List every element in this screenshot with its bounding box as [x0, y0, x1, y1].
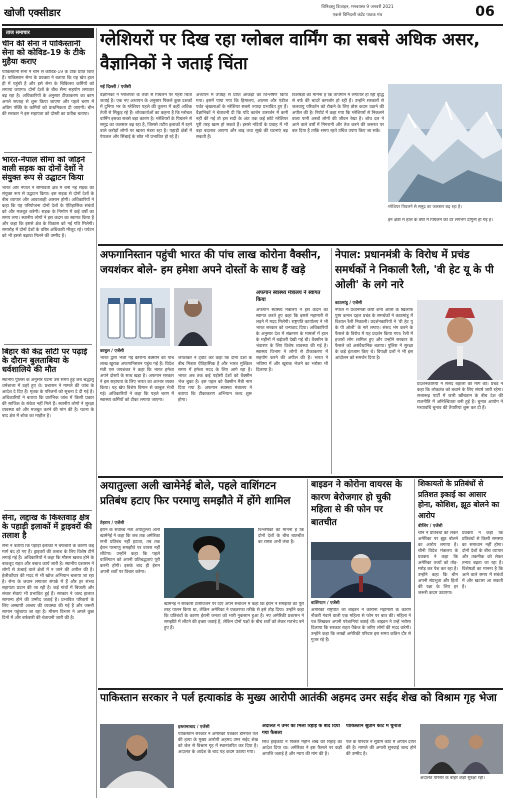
sidebar-divider-1 — [4, 152, 92, 153]
sidebar-story-1-headline: चीन की सेना ने पाकिस्तानी सेना को कोविड-19 के टीके मुहैया कराए — [2, 40, 86, 66]
iran-headline: अयातुल्ला अली खामेनेई बोले, पहले वाशिंगटन प्रतिबंध हटाए फिर परमाणु समझौते में होंगे शामिल — [100, 480, 291, 507]
lead-body-col-3: विशेषज्ञों का मानना है कि तापमान में लगातार हो रही वृद्धि से बर्फ की चादरें कमजोर हो रही हैं। उन्होंने सरकारों से जलवायु परिवर्तन को रोकने के लिए ठोस कदम उठाने की अपील की है। रिपोर्ट में कहा गया कि ग्लेशियरों से निकलने वाला पानी अरबों लोगों की जीवन रेखा है। शोध दल ने आने वाले वर्षों में निगरानी और तेज करने की जरूरत पर बल दिया है ताकि समय रहते उचित उपाय किए जा सकें। — [292, 93, 384, 134]
sidebar-story-2 — [2, 156, 94, 342]
sidebar-section-label — [2, 28, 94, 38]
sidebar-story-1 — [2, 40, 94, 150]
sidebar-story-4 — [2, 514, 94, 800]
lead-body-col-2: अध्ययन में उपग्रह से प्राप्त आंकड़ों का विश्लेषण किया गया। इसमें पाया गया कि हिमालय, आल्प्स और एंडीज पर्वत श्रृंखलाओं के ग्लेशियर सबसे ज्यादा प्रभावित हुए हैं। वैज्ञानिकों ने चेतावनी दी कि यदि कार्बन उत्सर्जन में कमी नहीं की गई तो इस सदी के अंत तक कई छोटे ग्लेशियर पूरी तरह खत्म हो सकते हैं। इससे नदियों के प्रवाह में भी बड़ा बदलाव आएगा और बाढ़ तथा सूखे की घटनाएं बढ़ सकती हैं। — [196, 93, 288, 140]
pak-subhead-1: अदालत ने उमर को मिली रिहाई के बाद दिया गया फैसला — [262, 724, 340, 736]
person-portrait — [311, 542, 411, 598]
person-portrait — [164, 528, 254, 598]
mid-rule-1 — [98, 476, 503, 478]
iran-body-col-2: खामेनेई ने सरकारी टेलीविजन पर दिए अपने संबोधन में कहा कि ईरान ने समझौते का पूरी तरह पालन किया था, लेकिन अमेरिका ने एकतरफा तरीके से इसे तोड़ दिया। उन्होंने कहा कि प्रतिबंधों के कारण ईरानी जनता को भारी नुकसान हुआ है। नए अमेरिकी प्रशासन ने समझौते में लौटने की इच्छा जताई है, लेकिन दोनों पक्षों के बीच शर्तों को लेकर मतभेद बने हुए हैं। — [164, 602, 304, 631]
pak-body-col-4: अदालत परिसर के बाहर कड़ी सुरक्षा रही। — [420, 776, 485, 781]
iran-body-col-1: ईरान के सर्वोच्च नेता अयातुल्ला अली खामेनेई ने कहा कि जब तक अमेरिका सभी प्रतिबंध नहीं हटाता, तब तक ईरान परमाणु समझौते पर वापस नहीं लौटेगा। उन्होंने कहा कि पहले वाशिंगटन को अपनी प्रतिबद्धताएं पूरी करनी होंगी। इसके बाद ही ईरान अपनी शर्तों पर विचार करेगा। — [100, 528, 160, 575]
nepal-byline: काठमांडू / एजेंसी — [335, 301, 363, 306]
afghan-photo-jaishankar — [174, 288, 212, 346]
nepal-headline: नेपाल: प्रधानमंत्री के विरोध में प्रचंड समर्थकों ने निकाली रैली, 'वी हेट यू के पी ओली' के लगे नारे — [335, 249, 494, 291]
lead-body-col-1: वैज्ञानिकों ने ग्लेशियरों के तेजी से पिघलने पर गहरी चिंता जताई है। एक नए अध्ययन के अनुसार पिछले कुछ दशकों में दुनिया भर के ग्लेशियर पहले की तुलना में कहीं अधिक तेजी से सिकुड़ रहे हैं। शोधकर्ताओं का कहना है कि ग्लोबल वार्मिंग इसका सबसे बड़ा कारण है। ग्लेशियरों के पिघलने से समुद्र का जलस्तर बढ़ रहा है, जिससे तटीय इलाकों में रहने वाले करोड़ों लोगों पर खतरा मंडरा रहा है। पहाड़ी क्षेत्रों में पेयजल और सिंचाई के स्रोत भी प्रभावित हो रहे हैं। — [100, 93, 192, 140]
pak-photo-court — [420, 724, 503, 774]
person-portrait — [174, 288, 212, 346]
mid-rule-2 — [98, 688, 503, 690]
person-portrait — [417, 300, 503, 380]
sidebar-story-4-body: सेना ने बताया कि पहाड़ी इलाकों में बर्फबारी के कारण कई मार्ग बंद हो गए हैं। ड्राइवरों की तलाश के लिए विशेष टीमें लगाई गई हैं। अधिकारियों ने कहा कि मौसम खराब होने के बावजूद राहत और बचाव कार्य जारी है। स्थानीय प्रशासन ने लोगों से ऊंचाई वाले क्षेत्रों में न जाने की अपील की है। हेलीकॉप्टर की मदद से भी खोज अभियान चलाया जा रहा है। सेना के जवान लगातार संपर्क में हैं और हर संभव सहायता प्रदान की जा रही है। कई गांवों में बिजली और संचार सेवाएं भी प्रभावित हुई हैं। सरकार ने जल्द हालात सामान्य होने की उम्मीद जताई है। प्रभावित परिवारों के लिए अस्थायी आश्रय की व्यवस्था की गई है और जरूरी सामान पहुंचाया जा रहा है। मौसम विभाग ने अगले कुछ दिनों में और बर्फबारी की चेतावनी जारी की है। — [2, 543, 94, 621]
sidebar-story-3-headline: बिहार की केंद्र सोटी पर पढ़ाई के दौरान बुलताबिया के धर्वशालिये की मौत — [2, 348, 88, 374]
afghan-byline: काबुल / एजेंसी — [100, 349, 124, 354]
lead-photo-caption: ग्लेशियर पिघलने से समुद्र का जलस्तर बढ़ रहा है। — [388, 204, 462, 209]
biden-china-divider — [414, 479, 415, 687]
pak-subhead-2: पाकिस्तान सुप्रीम कोर्ट में चुनौती — [346, 724, 402, 729]
china-body-col-2: प्रवक्ता ने कहा कि प्रतिबंधों से किसी समस्या का समाधान नहीं होगा। दोनों देशों के बीच व्यापार और तकनीक को लेकर तनाव बढ़ता जा रहा है। विशेषज्ञों का मानना है कि आने वाले समय में संबंधों में और खटास आ सकती है। — [462, 531, 503, 590]
biden-headline: बाइडन ने कोरोना वायरस के कारण बेरोजगार हो चुकी महिला से की फोन पर बातचीत — [311, 480, 403, 528]
issue-line: विनिदस्तु डिजाइन, मनवयस्त 9 जनवरी 2021 — [321, 5, 394, 10]
afghan-photo-vaccine — [100, 288, 170, 346]
people-photo — [420, 724, 503, 774]
lead-bottom-rule — [98, 244, 503, 246]
pak-photo-sheikh — [100, 724, 174, 788]
china-body-col-1: चीन ने प्रतिबंधों को लेकर अमेरिका पर झूठ बोलने का आरोप लगाया है। चीनी विदेश मंत्रालय के प्रवक्ता ने कहा कि अमेरिका तथ्यों को तोड़-मरोड़ कर पेश कर रहा है। उन्होंने कहा कि चीन अपनी संप्रभुता और हितों की रक्षा के लिए हर जरूरी कदम उठाएगा। — [418, 531, 458, 596]
afghan-body-col-1: भारत द्वारा भेजी गई कोरोना वैक्सीन की पांच लाख खुराक अफगानिस्तान पहुंच गई है। विदेश मंत्री एस जयशंकर ने कहा कि भारत हमेशा अपने दोस्तों के साथ खड़ा है। अफगान सरकार ने इस सहायता के लिए भारत का आभार व्यक्त किया। यह खेप विशेष विमान से काबुल भेजी गई। अधिकारियों ने कहा कि पहले चरण में स्वास्थ्य कर्मियों को टीका लगाया जाएगा। — [100, 356, 174, 403]
pak-body-col-2: सिंध हाईकोर्ट ने पिछले महीने शेख की रिहाई का आदेश दिया था। अमेरिका ने इस फैसले पर कड़ी आपत्ति जताई है और न्याय की मांग की है। — [262, 740, 342, 757]
sidebar-story-1-body: पाकिस्तानी सेना ने चीन से कोविड-19 के टीके प्राप्त किए हैं। पाकिस्तान सेना के प्रवक्ता ने बताया कि यह खेप हाल ही में पहुंची है और इसे सेना के चिकित्सा कर्मियों को लगाया जाएगा। दोनों देशों के बीच सैन्य सहयोग लगातार बढ़ रहा है। अधिकारियों के अनुसार टीकाकरण का काम अगले सप्ताह से शुरू किया जाएगा और पहले चरण में अग्रिम पंक्ति के कर्मियों को प्राथमिकता दी जाएगी। चीन की सरकार ने इस सहायता को दोस्ती का प्रतीक बताया। — [2, 69, 94, 117]
afghan-subhead: अफगान स्वास्थ्य मंत्रालय ने स्वागत किया — [256, 290, 321, 303]
sidebar-column-rule — [96, 28, 97, 798]
sidebar-divider-2 — [4, 344, 92, 345]
biden-body: अमेरिकी राष्ट्रपति जो बाइडन ने कोरोना महामारी के कारण नौकरी गंवाने वाली एक महिला से फोन पर बात की। महिला ने पत्र लिखकर अपनी परेशानियां बताई थीं। बाइडन ने उन्हें भरोसा दिलाया कि सरकार राहत पैकेज के जरिए लोगों की मदद करेगी। उन्होंने कहा कि लाखों अमेरिकी परिवार इस समय कठिन दौर से गुजर रहे हैं। — [311, 608, 411, 643]
nepal-body-col-2: प्रदर्शनकारियों ने संसद बहाली की मांग की। प्रचंड ने कहा कि लोकतंत्र को बचाने के लिए संघर्ष जारी रहेगा। सत्तारूढ़ पार्टी में जारी खींचतान के बीच देश की राजनीति में अनिश्चितता बनी हुई है। चुनाव आयोग ने मध्यावधि चुनाव की तैयारियां शुरू कर दी हैं। — [417, 382, 503, 411]
sidebar-story-4-headline: सेना, लद्दाख के किश्तवाड़ क्षेत्र के पहाड़ी इलाकों में ड्राइवरों की तलाश है — [2, 514, 92, 540]
masthead-rule — [2, 24, 503, 26]
sidebar-divider-3 — [4, 510, 92, 511]
china-headline: शिकायतो के प्रतिबंधों से प्रतिशत इकाई का आसार होना, कोशिश, झूठ बोलने का आरोप — [418, 479, 500, 520]
afghan-headline: अफगानिस्तान पहुंची भारत की पांच लाख कोरोना वैक्सीन, जयशंकर बोले- हम हमेशा अपने दोस्तों के साथ हैं खड़े — [100, 249, 321, 276]
biden-photo — [311, 542, 411, 598]
lead-byline: नई दिल्ली / एजेंसी — [100, 85, 131, 90]
masthead-title: खोजी एक्सीडार — [4, 8, 61, 19]
lead-headline: ग्लेशियरों पर दिख रहा ग्लोबल वार्मिंग का सबसे अधिक असर, वैज्ञानिकों ने जताई चिंता — [100, 30, 480, 74]
vaccine-vials-illustration — [100, 288, 170, 346]
masthead — [0, 0, 505, 24]
pak-body-col-1: पाकिस्तान सरकार ने अमेरिकी पत्रकार डेनियल पर्ल की हत्या के मुख्य आरोपी अहमद उमर सईद शेख को जेल से विश्राम गृह में स्थानांतरित कर दिया है। अदालत के आदेश के बाद यह कदम उठाया गया। — [178, 732, 258, 755]
sidebar-section-label-text: ताज समाचार — [6, 30, 30, 36]
iran-biden-divider — [307, 479, 308, 687]
lead-photo-glacier — [388, 84, 502, 202]
afghan-body-col-2: जयशंकर ने ट्वीट कर कहा कि दोनों देशों के बीच मित्रता ऐतिहासिक है और भारत मुश्किल समय में हमेशा मदद के लिए आगे रहा है। भारत अब तक कई पड़ोसी देशों को वैक्सीन भेज चुका है। इस पहल को वैक्सीन मैत्री नाम दिया गया है। अफगान स्वास्थ्य मंत्रालय ने बताया कि टीकाकरण अभियान जल्द शुरू होगा। — [178, 356, 252, 403]
afghan-body-col-3: अफगान स्वास्थ्य मंत्रालय ने इस कदम का स्वागत करते हुए कहा कि इससे महामारी से लड़ने में मदद मिलेगी। राष्ट्रपति कार्यालय ने भी भारत सरकार को धन्यवाद दिया। अधिकारियों के अनुसार देश में संक्रमण के मामलों में हाल के महीनों में बढ़ोतरी देखी गई थी। वैक्सीन के भंडारण के लिए विशेष व्यवस्था की गई है। स्वास्थ्य विभाग ने लोगों से टीकाकरण में सहयोग करने की अपील की है। भारत ने भविष्य में और खुराक भेजने का भरोसा भी दिलाया है। — [256, 308, 328, 373]
tagline: एकसे विनिदत्ती कंटेंट पाठक मंच — [332, 13, 383, 18]
lead-body-col-4: इन क्षेत्रों में हाल के वर्षों में पिघलने की दर लगभग दोगुनी हो गई है। — [388, 218, 493, 223]
glacier-illustration — [388, 84, 502, 202]
nepal-photo-oli — [417, 300, 503, 380]
pak-headline: पाकिस्तान सरकार ने पर्ल हत्याकांड के मुख्य आरोपी आतंकी अहमद उमर सईद शेख को विश्राम गृह भेजा — [100, 692, 497, 704]
pak-byline: इस्लामाबाद / एजेंसी — [178, 725, 210, 730]
iran-body-col-3: विश्लेषकों का मानना है कि दोनों देशों के बीच बातचीत का रास्ता अभी लंबा है। — [258, 528, 304, 545]
biden-byline: वाशिंगटन / एजेंसी — [311, 601, 340, 606]
sidebar-story-2-headline: भारत-नेपाल सीमा को जोड़ने वाली सड़क का दोनों देशों ने संयुक्त रूप से उद्घाटन किया — [2, 156, 85, 182]
nepal-body-col-1: नेपाल में प्रधानमंत्री केपी शर्मा ओली के खिलाफ पुष्प कमल दहल प्रचंड के समर्थकों ने काठमांडू में विशाल रैली निकाली। प्रदर्शनकारियों ने 'वी हेट यू के पी ओली' के नारे लगाए। संसद भंग करने के फैसले के विरोध में यह प्रदर्शन किया गया। रैली में हजारों लोग शामिल हुए और उन्होंने सरकार के फैसले को असंवैधानिक बताया। पुलिस ने सुरक्षा के कड़े इंतजाम किए थे। विपक्षी दलों ने भी इस आंदोलन को समर्थन दिया है। — [335, 308, 413, 361]
iran-photo-khamenei — [164, 528, 254, 598]
china-byline: बीजिंग / एजेंसी — [418, 524, 443, 529]
iran-byline: तेहरान / एजेंसी — [100, 521, 125, 526]
sidebar-story-3-body: स्थानीय पुलिस के अनुसार घटना उस समय हुई जब श्रद्धालु धर्मशाला में ठहरे हुए थे। प्रशासन ने मामले की जांच के आदेश दे दिए हैं। मृतक के परिजनों को सूचना दे दी गई है। अधिकारियों ने बताया कि प्रारंभिक जांच में किसी प्रकार की साजिश के संकेत नहीं मिले हैं। स्थानीय लोगों ने सुरक्षा व्यवस्था को और मजबूत करने की मांग की है। घटना के बाद क्षेत्र में शोक का माहौल है। — [2, 377, 94, 419]
pak-body-col-3: पर्ल के परिवार ने सुप्रीम कोर्ट में अपील दायर की है। मामले की अगली सुनवाई जल्द होने की उम्मीद है। — [346, 740, 416, 757]
page-number: 06 — [475, 4, 495, 20]
person-portrait — [100, 724, 174, 788]
sidebar-story-3 — [2, 348, 94, 508]
afghan-nepal-divider — [331, 248, 332, 474]
sidebar-story-2-body: भारत और नेपाल ने सीमावर्ती क्षेत्र में बनी नई सड़क का संयुक्त रूप से उद्घाटन किया। इस सड़क से दोनों देशों के बीच व्यापार और आवाजाही आसान होगी। अधिकारियों ने कहा कि यह परियोजना दोनों देशों के ऐतिहासिक संबंधों को और मजबूत करेगी। सड़क के निर्माण में कई वर्षों का समय लगा। स्थानीय लोगों ने इस कदम का स्वागत किया है और कहा कि इससे क्षेत्र के विकास को नई गति मिलेगी। समारोह में दोनों देशों के वरिष्ठ अधिकारी मौजूद रहे। पर्यटन को भी इससे बढ़ावा मिलने की उम्मीद है। — [2, 185, 94, 239]
